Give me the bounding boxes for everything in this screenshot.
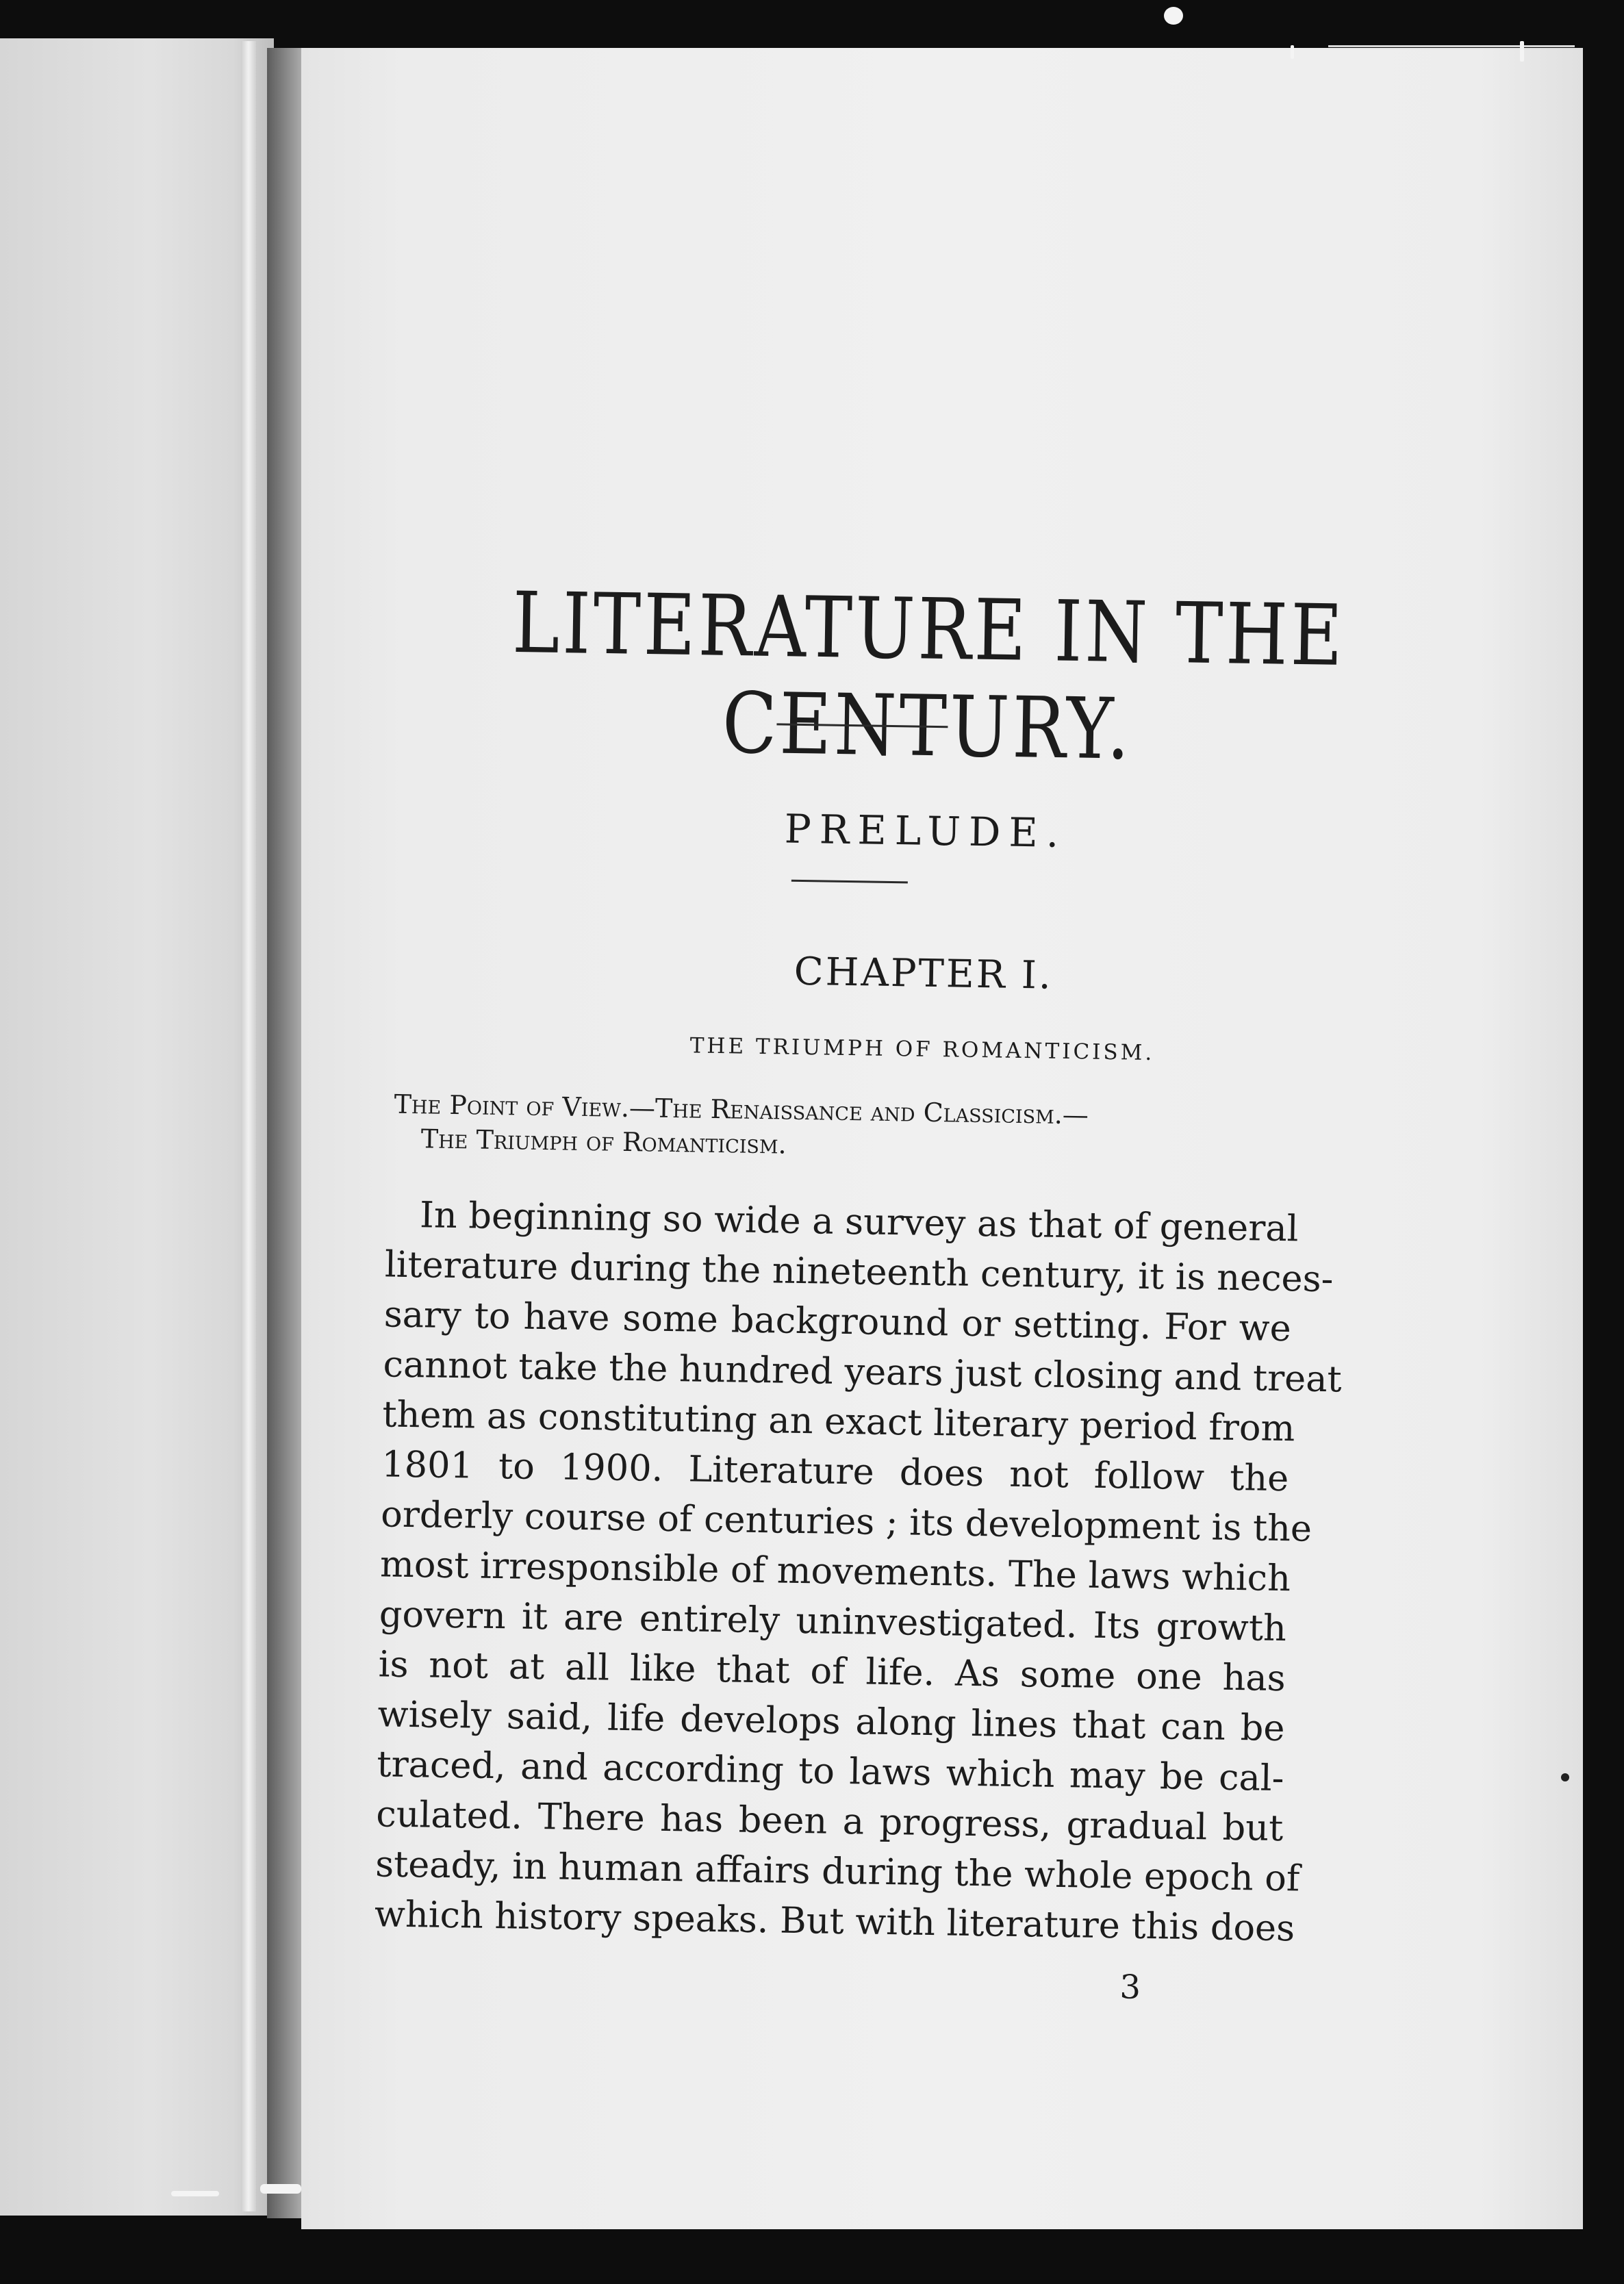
scan-speck xyxy=(1164,7,1183,25)
page-text-block xyxy=(267,38,1583,2239)
body-line: govern it are entirely uninvestigated. Its growth xyxy=(379,1593,1287,1650)
scan-speck xyxy=(171,2191,219,2196)
body-line: 1801 to 1900. Literature does not follow the xyxy=(381,1443,1289,1500)
summary-line: The Point of View.—The Renaissance and Classicism.— xyxy=(394,1089,1089,1130)
body-line: orderly course of centuries ; its development is the xyxy=(380,1493,1312,1550)
body-line: most irresponsible of movements. The laws which xyxy=(379,1543,1291,1600)
scan-speck xyxy=(1561,1773,1569,1781)
body-line: traced, and according to laws which may be cal- xyxy=(377,1743,1284,1800)
chapter-title: THE TRIUMPH OF ROMANTICISM. xyxy=(689,1033,1155,1066)
body-line: sary to have some background or setting. For we xyxy=(383,1293,1292,1350)
body-line: literature during the nineteenth century, it is neces- xyxy=(384,1243,1334,1301)
chapter-heading: CHAPTER I. xyxy=(794,949,1054,998)
chapter-summary xyxy=(393,1087,1421,1172)
body-line: steady, in human affairs during the whole epoch of xyxy=(375,1843,1300,1900)
body-paragraph xyxy=(374,1189,1343,1953)
book-title: LITERATURE IN THE CENTURY. xyxy=(511,573,1346,779)
page-number: 3 xyxy=(1119,1968,1141,2007)
body-line: In beginning so wide a survey as that of general xyxy=(419,1194,1299,1250)
body-line: which history speaks. But with literature this does xyxy=(374,1893,1295,1950)
scan-speck xyxy=(260,2184,301,2194)
body-line: is not at all like that of life. As some one has xyxy=(378,1643,1286,1700)
scan-speck xyxy=(1520,41,1524,62)
divider-rule xyxy=(791,880,908,884)
body-line: wisely said, life develops along lines that can be xyxy=(377,1693,1285,1750)
scan-speck xyxy=(1291,45,1294,59)
left-page-edge xyxy=(241,41,256,2211)
left-page xyxy=(0,38,274,2216)
body-line: cannot take the hundred years just closing and treat xyxy=(383,1343,1343,1401)
body-line: them as constituting an exact literary period from xyxy=(382,1393,1295,1450)
scan-mark xyxy=(1328,45,1575,47)
summary-line: The Triumph of Romanticism. xyxy=(420,1124,787,1160)
body-line: culated. There has been a progress, gradual but xyxy=(375,1793,1284,1850)
right-page xyxy=(301,48,1583,2229)
section-heading: PRELUDE. xyxy=(784,805,1067,857)
